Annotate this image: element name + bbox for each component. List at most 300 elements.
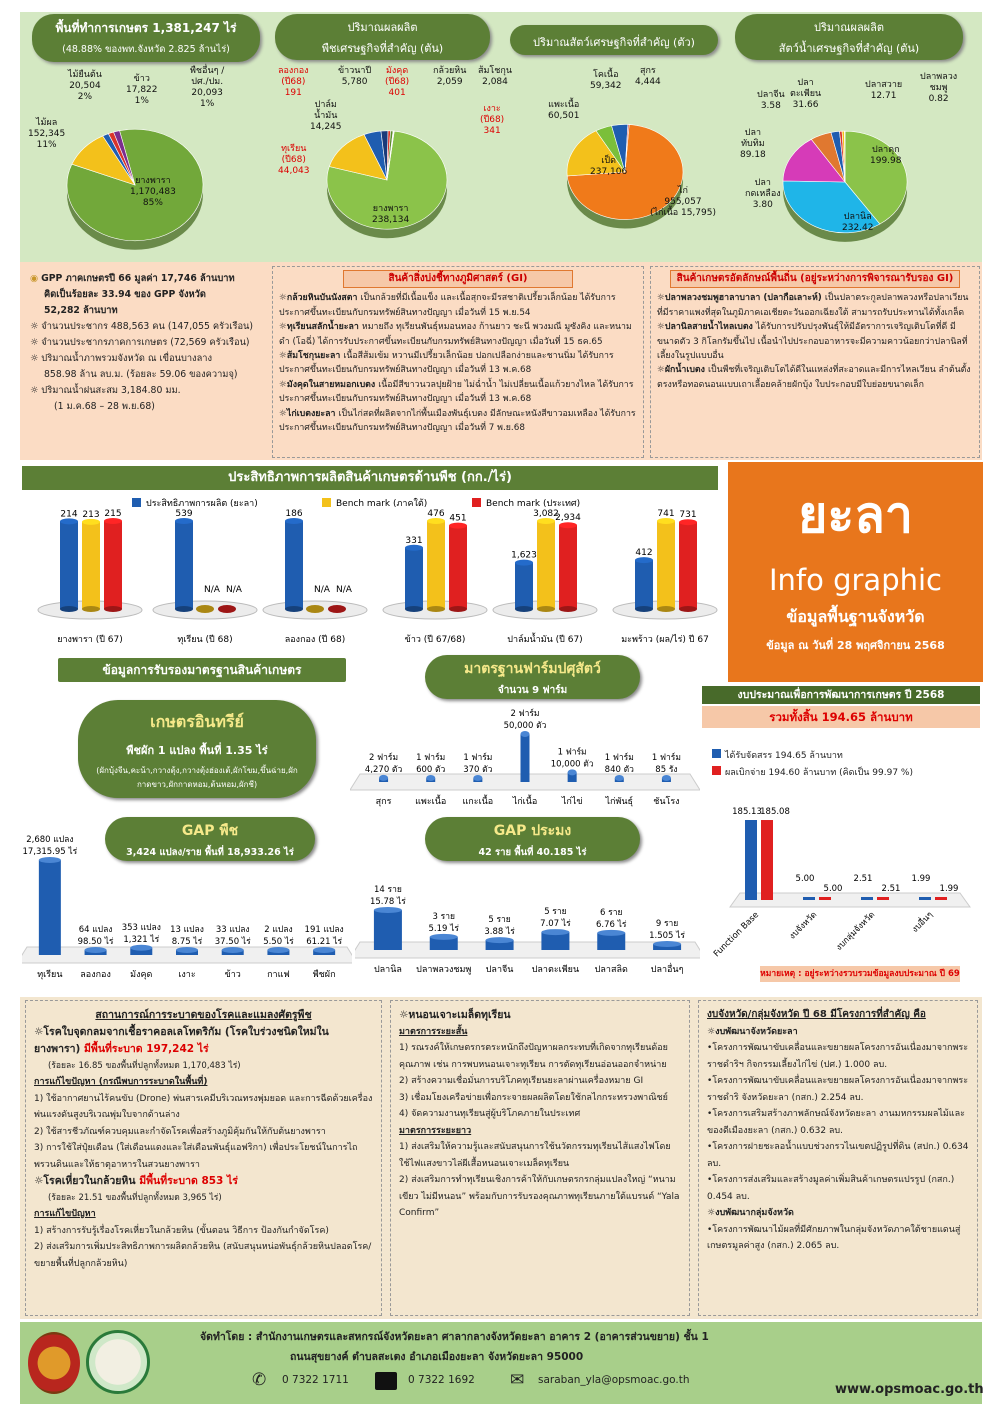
disease-fix1: การแก้ไขปัญหา (กรณีพบการระบาดในพื้นที่): [34, 1077, 208, 1087]
farm-label-3-0: 2 ฟาร์ม: [510, 709, 540, 719]
gi-item-title-2: ส้มโชกุนยะลา: [286, 351, 344, 362]
gi-item-text-3: เนื้อมีสีขาวนวลปุยฝ้าย ไม่ฉ่ำน้ำ ไม่เปลี่ยนเนื้อแก้วยางไหล ได้รับการประกาศขึ้นทะเบียนกับกรมทรัพย์สินทางปัญญา เมื่อวันที่ 13 พ.ค.68: [279, 379, 634, 405]
project-3: •โครงการเสริมสร้างภาพลักษณ์จังหวัดยะลา งานมหกรรมผลไม้และของดีเมืองยะลา (กสก.) 0.632 ลบ.: [707, 1109, 965, 1136]
email-icon: ✉: [510, 1370, 525, 1390]
crop-label-5: ปาล์ม น้ำมัน 14,245: [310, 100, 342, 132]
projects-h2: ☼งบพัฒนากลุ่มจังหวัด: [707, 1208, 794, 1218]
gapf-category-5: ปลาอื่นๆ: [650, 965, 684, 975]
budget-note-box: [760, 966, 960, 982]
eff-bar-1-0: [175, 521, 193, 609]
borer-a3: 3) เชื่อมโยงเครือข่ายเพื่อกระจายผลผลิตโดยใช้กลไกกระทรวงพาณิชย์: [399, 1092, 668, 1103]
crop-title-2: พืชเศรษฐกิจที่สำคัญ (ตัน): [321, 42, 444, 55]
gi-item-3: ☼มังคุดในสายหมอกเบตง เนื้อมีสีขาวนวลปุยฝ้าย ไม่ฉ่ำน้ำ ไม่เปลี่ยนเนื้อแก้วยางไหล ได้รับการประกาศขึ้นทะเบียนกับกรมทรัพย์สินทางปัญญา เมื่อวันที่ 13 พ.ค.68: [279, 379, 634, 405]
farm-label-0-1: 4,270 ตัว: [364, 764, 403, 775]
farm-bar-cap-2: [473, 775, 482, 781]
eff-bar-base-2-0: [285, 606, 303, 612]
farm-category-4: ไก่ไข่: [561, 797, 583, 807]
basic-info-title: ข้อมูลพื้นฐานจังหวัด: [786, 607, 925, 626]
gap-bar-cap-3: [176, 947, 198, 953]
data-date: ข้อมูล ณ วันที่ 28 พฤศจิกายน 2568: [766, 639, 945, 652]
budget-bar-1-0: [803, 897, 815, 900]
eff-value-5-0: 412: [635, 548, 653, 559]
gapf-category-1: ปลาพลวงชมพู: [416, 965, 472, 975]
eff-legend-label-0: ประสิทธิภาพการผลิต (ยะลา): [146, 499, 258, 509]
eff-bar-5-0: [635, 560, 653, 609]
disease-panel: [25, 1000, 382, 1316]
budget-category-0: Function Base: [711, 910, 762, 960]
farm-bar-cap-1: [426, 775, 435, 781]
crop-title-1: ปริมาณผลผลิต: [347, 21, 418, 34]
population: ☼ จำนวนประชากร 488,563 คน (147,055 ครัวเรือน): [30, 321, 254, 332]
gap-label-0-0: 2,680 แปลง: [26, 835, 74, 845]
organic-title: เกษตรอินทรีย์: [150, 712, 244, 731]
fish-label-3: ปลาพลวง ชมพู 0.82: [920, 72, 958, 104]
budget-category-3: งบอื่นๆ: [910, 910, 936, 935]
fish-title-1: ปริมาณผลผลิต: [813, 21, 885, 34]
eff-legend-label-2: Bench mark (ประเทศ): [486, 499, 581, 509]
eff-title-bar: [22, 466, 718, 490]
gapf-bar-cap-1: [430, 934, 458, 940]
gap-bar-cap-4: [222, 947, 244, 953]
gi-title: สินค้าสิ่งบ่งชี้ทางภูมิศาสตร์ (GI): [343, 270, 573, 288]
budget-bar-3-1: [935, 897, 947, 900]
eff-value-3-2: 451: [449, 513, 467, 524]
gap-sub: 3,424 แปลง/ราย พื้นที่ 18,933.26 ไร่: [126, 847, 294, 858]
budget-value-3-0: 1.99: [911, 874, 931, 884]
projects-panel: [698, 1000, 978, 1316]
gap-category-0: ทุเรียน: [37, 970, 63, 980]
eff-bar-base-5-0: [635, 606, 653, 612]
gap-title: GAP พืช: [181, 823, 239, 839]
gapf-bar-0: [374, 910, 402, 950]
gap-bar-cap-5: [267, 947, 289, 953]
farm-bar-cap-0: [379, 775, 388, 781]
gi-item-4: ☼ไก่เบตงยะลา เป็นไก่สดที่ผลิตจากไก่พื้นเมืองพันธุ์เบตง มีลักษณะหนังสีขาวอมเหลือง ได้รับการประกาศขึ้นทะเบียนกับกรมทรัพย์สินทางปัญญา เมื่อวันที่ 7 พ.ย.68: [279, 408, 636, 434]
gapf-label-1-0: 3 ราย: [432, 911, 455, 922]
disease-g1: 1) สร้างการรับรู้เรื่องโรคเหี่ยวในกล้วยหิน (ขั้นตอน วิธีการ ป้องกันกำจัดโรค): [34, 1225, 329, 1236]
gap-label-4-1: 37.50 ไร่: [214, 937, 251, 947]
gi-item-title-4: ไก่เบตงยะลา: [286, 408, 339, 419]
gi-items: [279, 291, 637, 435]
project-4: •โครงการฝายชะลอน้ำแบบช่วงกรวไนเขตปฏิรูปที่ดิน (สปก.) 0.634 ลบ.: [707, 1142, 969, 1169]
farm-bar-cap-4: [568, 769, 577, 775]
gapf-sub: 42 ราย พื้นที่ 40.185 ไร่: [478, 847, 587, 858]
borer-a2: 2) สร้างความเชื่อมั่นการบริโภคทุเรียนยะลาผ่านเครื่องหมาย GI: [399, 1076, 644, 1086]
gapf-label-2-1: 3.88 ไร่: [484, 927, 515, 938]
eff-chart: [22, 492, 722, 657]
farm-title: มาตรฐานฟาร์มปศุสัตว์: [464, 661, 601, 677]
eff-value-0-2: 215: [104, 509, 122, 519]
budget-value-2-0: 2.51: [853, 874, 873, 884]
disease-h2: ☼โรคเหี่ยวในกล้วยหิน มีพื้นที่ระบาด 853 ไร่: [34, 1175, 238, 1187]
fish-label-0: ปลาจีน 3.58: [757, 90, 785, 111]
projects-h1: ☼งบพัฒนาจังหวัดยะลา: [707, 1026, 798, 1037]
farm-label-1-0: 1 ฟาร์ม: [416, 753, 446, 763]
fish-label-4: ปลา ทับทิม 89.18: [740, 128, 766, 160]
gapf-label-4-1: 6.76 ไร่: [596, 919, 627, 930]
gap-label-2-0: 353 แปลง: [121, 922, 161, 933]
farm-label-4-1: 10,000 ตัว: [550, 759, 594, 770]
gap-label-6-0: 191 แปลง: [304, 925, 344, 935]
farm-chart: [350, 700, 700, 820]
eff-bar-base-5-2: [679, 606, 697, 612]
gapf-label-2-0: 5 ราย: [488, 915, 511, 926]
eff-value-2-1: N/A: [314, 585, 330, 595]
local-item-title-2: ผักน้ำเบตง: [664, 365, 708, 376]
area-label-4: ยางพารา 1,170,483 85%: [130, 176, 176, 208]
footer-fax: 0 7322 1692: [408, 1374, 475, 1386]
livestock-label-2: แพะเนื้อ 60,501: [548, 100, 580, 121]
gpp-line3: 52,282 ล้านบาท: [44, 305, 118, 316]
project-6: •โครงการพัฒนาไม้ผลที่มีศักยภาพในกลุ่มจังหวัดภาคใต้ชายแดนสู่เกษตรมูลค่าสูง (กสก.) 2.065 ลบ.: [707, 1224, 961, 1251]
budget-bar-1-1: [819, 897, 831, 900]
farm-label-5-0: 1 ฟาร์ม: [604, 753, 634, 763]
gapf-label-4-0: 6 ราย: [600, 907, 623, 918]
eff-value-2-0: 186: [285, 509, 303, 519]
budget-value-0-1: 185.08: [760, 807, 790, 818]
disease-s2: (ร้อยละ 21.51 ของพื้นที่ปลูกทั้งหมด 3,965 ไร่): [48, 1192, 222, 1203]
gap-category-2: มังคุด: [130, 970, 153, 980]
livestock-label-4: ไก่ 955,057 (ไก่เนื้อ 15,795): [650, 186, 716, 218]
budget-bar-0-1: [761, 820, 773, 900]
crop-label-3: กล้วยหิน 2,059: [433, 66, 467, 87]
budget-value-3-1: 1.99: [939, 884, 959, 894]
eff-value-1-2: N/A: [226, 585, 242, 595]
farm-label-5-1: 840 ตัว: [604, 765, 634, 775]
borer-short: มาตรการระยะสั้น: [399, 1026, 468, 1037]
eff-legend-swatch-0: [132, 498, 141, 507]
gap-category-4: ข้าว: [224, 970, 241, 980]
eff-value-2-2: N/A: [336, 585, 352, 595]
eff-bar-base-3-1: [427, 606, 445, 612]
budget-bar-0-0: [745, 820, 757, 900]
area-label-2: พืชอื่นๆ / ปศ./ปม. 20,093 1%: [190, 66, 225, 109]
eff-value-1-0: 539: [175, 509, 193, 519]
gapf-label-0-1: 15.78 ไร่: [369, 897, 406, 907]
farm-title-pill: [425, 655, 640, 699]
eff-bar-3-2: [449, 526, 467, 609]
eff-bar-5-1: [657, 521, 675, 609]
coin-icon: ◉: [30, 273, 39, 284]
eff-bar-0-1: [82, 522, 100, 609]
farm-label-0-0: 2 ฟาร์ม: [369, 752, 399, 763]
gap-label-5-0: 2 แปลง: [264, 925, 293, 935]
gap-label-2-1: 1,321 ไร่: [123, 934, 160, 945]
disease-title: สถานการณ์การระบาดของโรคและแมลงศัตรูพืช: [95, 1009, 312, 1021]
farm-bar-cap-6: [662, 775, 671, 781]
budget-value-2-1: 2.51: [881, 884, 901, 894]
footer-email[interactable]: saraban_yla@opsmoac.go.th: [538, 1374, 690, 1386]
gapf-floor: [355, 942, 700, 958]
cert-title: ข้อมูลการรับรองมาตรฐานสินค้าเกษตร: [102, 663, 302, 677]
crop-label-7: ทุเรียน (ปี68) 44,043: [278, 144, 310, 176]
eff-bar-base-3-0: [405, 606, 423, 612]
eff-category-2: ลองกอง (ปี 68): [284, 635, 346, 645]
area-label-0: ไม้ยืนต้น 20,504 2%: [68, 70, 102, 102]
eff-bar-base-4-0: [515, 606, 533, 612]
gapf-title-pill: [425, 817, 640, 861]
cert-title-bar: [58, 658, 346, 682]
eff-bar-base-0-0: [60, 606, 78, 612]
gapf-label-3-0: 5 ราย: [544, 907, 567, 918]
farm-label-3-1: 50,000 ตัว: [503, 721, 547, 731]
gapf-bar-cap-0: [374, 907, 402, 913]
eff-bar-base-4-2: [559, 606, 577, 612]
gap-label-6-1: 61.21 ไร่: [306, 937, 343, 947]
gi-item-title-3: มังคุดในสายหมอกเบตง: [286, 379, 379, 390]
disease-h1: ☼โรคใบจุดกลมจากเชื้อราคอลเลโทตริกัม (โรคใบร่วงชนิดใหม่ในยางพารา) มีพื้นที่ระบาด 197,242 ไร่: [34, 1025, 329, 1055]
farm-category-6: ชันโรง: [653, 797, 680, 807]
ministry-logo-1: [28, 1332, 80, 1394]
gpp-line1: ◉ GPP ภาคเกษตรปี 66 มูลค่า 17,746 ล้านบาท: [30, 273, 235, 284]
eff-value-5-2: 731: [679, 510, 697, 521]
budget-bar-3-0: [919, 897, 931, 900]
eff-value-4-0: 1,623: [511, 550, 537, 561]
budget-category-2: งบกลุ่มจังหวัด: [834, 910, 878, 953]
rainfall-2: (1 ม.ค.68 – 28 พ.ย.68): [54, 401, 155, 412]
agri-population: ☼ จำนวนประชากรภาคการเกษตร (72,569 ครัวเรือน): [30, 337, 250, 348]
gapf-chart: [355, 870, 700, 990]
crop-label-6: เงาะ (ปี68) 341: [480, 104, 505, 136]
gapf-title: GAP ประมง: [493, 823, 572, 839]
footer-line1: จัดทำโดย : สำนักงานเกษตรและสหกรณ์จังหวัดยะลา ศาลากลางจังหวัดยะลา อาคาร 2 (อาคารส่วนขยาย) ชั้น 1: [200, 1331, 709, 1343]
eff-bar-2-0: [285, 521, 303, 609]
budget-title: งบประมาณเพื่อการพัฒนาการเกษตร ปี 2568: [737, 689, 945, 701]
livestock-label-3: เป็ด 237,106: [590, 156, 628, 177]
eff-bar-base-0-1: [82, 606, 100, 612]
gap-bar-0: [39, 860, 61, 955]
eff-category-3: ข้าว (ปี 67/68): [404, 635, 466, 645]
gap-label-3-1: 8.75 ไร่: [171, 937, 203, 947]
gap-category-5: กาแฟ: [267, 970, 290, 980]
eff-value-0-0: 214: [60, 509, 78, 520]
disease-g2: 2) ส่งเสริมการเพิ่มประสิทธิภาพการผลิตกล้วยหิน (สนับสนุนหน่อพันธุ์กล้วยหินปลอดโรค/ขยายพื้นที่ปลูกกล้วยหิน): [34, 1242, 372, 1269]
farm-bar-cap-3: [521, 731, 530, 737]
disease-fix2: การแก้ไขปัญหา: [34, 1209, 96, 1219]
eff-bar-2-2: [328, 605, 346, 613]
disease-f1: 1) ใช้อากาศยานไร้คนขับ (Drone) พ่นสารเคมีบริเวณทรงพุ่มยอด และการฉีดด้วยเครื่องพ่นแรงดันสูงบริเวณพุ่มใบจากด้านล่าง: [34, 1093, 373, 1120]
eff-bar-base-0-2: [104, 606, 122, 612]
budget-bar-2-1: [877, 897, 889, 900]
gapf-label-0-0: 14 ราย: [373, 885, 402, 895]
eff-bar-base-1-0: [175, 606, 193, 612]
gap-bar-cap-0: [39, 857, 61, 863]
farm-sub: จำนวน 9 ฟาร์ม: [497, 685, 568, 696]
gap-label-0-1: 17,315.95 ไร่: [22, 847, 78, 857]
gapf-category-3: ปลาตะเพียน: [531, 965, 580, 975]
eff-value-4-1: 3,082: [533, 509, 559, 519]
gap-label-3-0: 13 แปลง: [170, 925, 204, 935]
budget-legend-1: ได้รับจัดสรร 194.65 ล้านบาท: [712, 748, 913, 765]
farm-category-2: แกะเนื้อ: [462, 797, 494, 807]
gap-bar-cap-6: [313, 947, 335, 953]
budget-title-box: [702, 686, 980, 704]
crop-label-8: ยางพารา 238,134: [372, 204, 410, 225]
budget-value-1-0: 5.00: [795, 874, 815, 884]
borer-long: มาตรการระยะยาว: [399, 1125, 472, 1136]
area-title: พื้นที่ทำการเกษตร 1,381,247 ไร่: [55, 21, 237, 35]
local-title: สินค้าเกษตรอัตลักษณ์พื้นถิ่น (อยู่ระหว่างการพิจารณารับรอง GI): [670, 270, 960, 288]
eff-value-3-1: 476: [427, 509, 445, 519]
eff-bar-1-1: [196, 605, 214, 613]
orange-box: [728, 462, 983, 682]
local-item-2: ☼ผักน้ำเบตง เป็นพืชที่เจริญเติบโตได้ดีในแหล่งที่สะอาดและมีการไหลเวียน ลำต้นตั้งตรงหรือทอดนอนแบบเถาเลื้อยคล้ายผักบุ้ง ใบประกอบมีใบย่อยขนาดเล็ก: [657, 365, 971, 390]
ministry-logo-2: [86, 1330, 150, 1394]
gap-label-1-1: 98.50 ไร่: [77, 937, 114, 947]
budget-value-0-0: 185.13: [732, 807, 762, 817]
local-items: [657, 291, 973, 392]
eff-category-0: ยางพารา (ปี 67): [57, 635, 123, 645]
fish-title-2: สัตว์น้ำเศรษฐกิจที่สำคัญ (ตัน): [778, 42, 920, 55]
project-2: •โครงการพัฒนาขับเคลื่อนและขยายผลโครงการอันเนื่องมาจากพระราชดำริ จังหวัดยะลา (กสก.) 2.254 ลบ.: [707, 1076, 969, 1103]
farm-label-2-0: 1 ฟาร์ม: [463, 753, 493, 763]
gap-bar-cap-2: [130, 945, 152, 951]
gi-item-text-4: เป็นไก่สดที่ผลิตจากไก่พื้นเมืองพันธุ์เบตง มีลักษณะหนังสีขาวอมเหลือง ได้รับการประกาศขึ้นทะเบียนกับกรมทรัพย์สินทางปัญญา เมื่อวันที่ 7 พ.ย.68: [279, 408, 636, 434]
eff-legend-label-1: Bench mark (ภาคใต้): [336, 499, 428, 509]
borer-a1: 1) รณรงค์ให้เกษตรกรตระหนักถึงปัญหาผลกระทบที่เกิดจากทุเรียนด้อยคุณภาพ เช่น การพบหนอนเจาะทุเรียน การตัดทุเรียนอ่อนออกจำหน่าย: [399, 1043, 668, 1070]
gapf-bar-cap-2: [486, 937, 514, 943]
organic-pill: [78, 700, 316, 798]
phone-icon: ✆: [252, 1370, 267, 1390]
area-label-1: ข้าว 17,822 1%: [126, 74, 158, 106]
organic-desc: (ผักบุ้งจีน,คะน้า,กวางตุ้ง,กวางตุ้งฮ่องเต้,ผักโขม,ขึ้นฉ่าย,ผักกาดขาว,ผักกาดหอม,ต้นหอม,ผักชี): [96, 766, 298, 789]
farm-category-0: สุกร: [375, 797, 392, 807]
local-item-0: ☼ปลาพลวงชมพูฮาลาบาลา (ปลากือเลาะห์) เป็นปลาตระกูลปลาพลวงหรือปลาเวียน ที่มีราคาแพงที่สุดในภูมิภาคเอเชียตะวันออกเฉียงใต้ สามารถรับประทานได้ทั้งเกล็ด: [657, 293, 969, 318]
fax-icon: [375, 1372, 397, 1390]
eff-bar-base-3-2: [449, 606, 467, 612]
budget-bar-2-0: [861, 897, 873, 900]
eff-value-0-1: 213: [82, 509, 100, 520]
fish-label-5: ปลาดุก 199.98: [870, 145, 902, 166]
eff-bar-0-0: [60, 521, 78, 609]
area-label-3: ไม้ผล 152,345 11%: [28, 118, 66, 150]
local-item-text-0: เป็นปลาตระกูลปลาพลวงหรือปลาเวียน ที่มีราคาแพงที่สุดในภูมิภาคเอเชียตะวันออกเฉียงใต้ สามารถรับประทานได้ทั้งเกล็ด: [657, 293, 969, 318]
gi-item-2: ☼ส้มโชกุนยะลา เนื้อสีส้มเข้ม หวานมีเปรี้ยวเล็กน้อย ปอกเปลือกง่ายและชานนิ่ม ได้รับการประกาศขึ้นทะเบียนกับกรมทรัพย์สินทางปัญญา เมื่อวันที่ 13 พ.ค.68: [279, 351, 614, 376]
fish-label-2: ปลาสวาย 12.71: [865, 80, 903, 101]
eff-bar-base-5-1: [657, 606, 675, 612]
local-item-text-2: เป็นพืชที่เจริญเติบโตได้ดีในแหล่งที่สะอาดและมีการไหลเวียน ลำต้นตั้งตรงหรือทอดนอนแบบเถาเลื้อยคล้ายผักบุ้ง ใบประกอบมีใบย่อยขนาดเล็ก: [657, 365, 971, 390]
gapf-label-1-1: 5.19 ไร่: [428, 923, 459, 934]
eff-title: ประสิทธิภาพการผลิตสินค้าเกษตรด้านพืช (กก./ไร่): [228, 470, 512, 485]
borer-title: ☼หนอนเจาะเมล็ดทุเรียน: [399, 1009, 511, 1021]
gapf-bar-cap-4: [597, 930, 625, 936]
footer: [20, 1322, 982, 1404]
crop-label-4: ส้มโชกุน 2,084: [478, 66, 512, 87]
borer-b1: 1) ส่งเสริมให้ความรู้และสนับสนุนการใช้นวัตกรรมทุเรียนไส้แสงไฟโดยใช้ไฟแสงขาวไล่ผีเสื้อหนอนเจาะเมล็ดทุเรียน: [399, 1142, 671, 1169]
project-5: •โครงการส่งเสริมและสร้างมูลค่าเพิ่มสินค้าเกษตรแปรรูป (กสก.) 0.454 ลบ.: [707, 1175, 955, 1202]
farm-label-4-0: 1 ฟาร์ม: [557, 747, 587, 758]
projects-title: งบจังหวัด/กลุ่มจังหวัด ปี 68 มีโครงการที่สำคัญ คือ: [707, 1009, 926, 1020]
local-item-1: ☼ปลานิลสายน้ำไหลเบตง ได้รับการปรับปรุงพันธุ์ให้มีอัตราการเจริญเติบโตที่ดี มีขนาดตัว 3 กิโลกรัมขึ้นไป เนื้อนำไปประกอบอาหารจะมีความคาวน้อยกว่าปลานิลที่เลี้ยงในรูปแบบอื่น: [657, 322, 968, 362]
disease-s1: (ร้อยละ 16.85 ของพื้นที่ปลูกทั้งหมด 1,170,483 ไร่): [48, 1060, 241, 1071]
gi-item-1: ☼ทุเรียนสลักน้ำยะลา หมายถึง ทุเรียนพันธุ์หมอนทอง ก้านยาว ชะนี พวงมณี มูซังคิง และหนามดำ (โอฉี่) ได้การรับประกาศขึ้นทะเบียนกับกรมทรัพย์สินทางปัญญา เมื่อวันที่ 15 ธค.65: [279, 322, 632, 347]
gap-label-4-0: 33 แปลง: [215, 925, 250, 935]
disease-f3: 3) การใช้ใส่ปุ๋ยเดือน (ใส่เดือนแดงและใส่เดือนพันธุ์แอฟริกา) เพื่อประโยชน์ในการไถพรวนดินและให้ธาตุอาหารในสวนยางพารา: [34, 1143, 358, 1170]
gapf-label-5-0: 9 ราย: [655, 919, 679, 929]
gap-category-1: ลองกอง: [80, 970, 111, 980]
gi-item-title-1: ทุเรียนสลักน้ำยะลา: [286, 322, 362, 333]
budget-note: หมายเหตุ : อยู่ระหว่างรวบรวมข้อมูลงบประมาณ ปี 69: [760, 969, 960, 979]
gi-item-text-0: เป็นกล้วยที่มีเนื้อแข็ง และเนื้อสุกจะมีรสชาติเปรี้ยวเล็กน้อย ได้รับการประกาศขึ้นทะเบียนกับกรมทรัพย์สินทางปัญญา เมื่อวันที่ 15 พ.ย.54: [279, 293, 616, 318]
farm-category-5: ไก่พันธุ์: [605, 797, 634, 807]
eff-bar-0-2: [104, 521, 122, 609]
eff-value-3-0: 331: [405, 535, 423, 546]
budget-legend-2: ผลเบิกจ่าย 194.60 ล้านบาท (คิดเป็น 99.97 %): [712, 765, 913, 782]
gpp-panel: [22, 265, 268, 455]
eff-category-1: ทุเรียน (ปี 68): [177, 635, 233, 645]
eff-bar-base-4-1: [537, 606, 555, 612]
gapf-bar-cap-5: [653, 941, 681, 947]
budget-total-box: [702, 706, 980, 728]
water-volume: ☼ ปริมาณน้ำภาพรวมจังหวัด ณ เขื่อนบางลาง: [30, 353, 213, 364]
eff-category-4: ปาล์มน้ำมัน (ปี 67): [507, 635, 583, 645]
eff-bar-2-1: [306, 605, 324, 613]
farm-label-6-1: 85 รัง: [655, 765, 678, 775]
gapf-bar-cap-3: [541, 929, 569, 935]
farm-bar-cap-5: [615, 775, 624, 781]
eff-bar-4-2: [559, 525, 577, 609]
budget-chart: [700, 795, 980, 960]
eff-value-5-1: 741: [657, 509, 675, 519]
farm-category-1: แพะเนื้อ: [415, 797, 447, 807]
local-item-title-1: ปลานิลสายน้ำไหลเบตง: [664, 322, 756, 333]
project-1: •โครงการพัฒนาขับเคลื่อนและขยายผลโครงการอันเนื่องมาจากพระราชดำริฯ กิจกรรมเลี้ยงไก่ไข่ (ปศ.) 1.000 ลบ.: [707, 1043, 969, 1070]
budget-legend: [712, 748, 913, 782]
budget-value-1-1: 5.00: [823, 884, 843, 894]
gapf-label-5-1: 1.505 ไร่: [649, 931, 686, 941]
eff-legend-swatch-1: [322, 498, 331, 507]
gi-panel: [272, 266, 644, 458]
gapf-category-4: ปลาสลิด: [594, 965, 628, 975]
gi-item-title-0: กล้วยหินบันนังสตา: [286, 293, 361, 304]
area-subtitle: (48.88% ของพท.จังหวัด 2.825 ล้านไร่): [62, 44, 230, 55]
livestock-label-1: สุกร 4,444: [635, 66, 661, 87]
budget-total: รวมทั้งสิ้น 194.65 ล้านบาท: [769, 710, 913, 724]
eff-bar-4-0: [515, 563, 533, 609]
info-graphic-title: Info graphic: [769, 563, 942, 597]
gap-chart: [22, 825, 352, 990]
gpp-line2: คิดเป็นร้อยละ 33.94 ของ GPP จังหวัด: [44, 289, 206, 300]
farm-category-3: ไก่เนื้อ: [512, 797, 538, 807]
eff-bar-4-1: [537, 521, 555, 609]
gapf-category-2: ปลาจีน: [485, 965, 514, 975]
organic-sub: พืชผัก 1 แปลง พื้นที่ 1.35 ไร่: [126, 744, 268, 757]
footer-web[interactable]: www.opsmoac.go.th: [835, 1382, 984, 1397]
footer-line2: ถนนสุขยางค์ ตำบลสะเตง อำเภอเมืองยะลา จังหวัดยะลา 95000: [290, 1351, 584, 1363]
rainfall: ☼ ปริมาณน้ำฝนสะสม 3,184.80 มม.: [30, 385, 181, 396]
gap-bar-cap-1: [85, 947, 107, 953]
eff-value-4-2: 2,934: [555, 513, 581, 524]
water-volume-2: 858.98 ล้าน ลบ.ม. (ร้อยละ 59.06 ของความจุ): [44, 369, 238, 380]
eff-value-1-1: N/A: [204, 585, 220, 595]
eff-bar-3-0: [405, 548, 423, 609]
gi-item-text-1: หมายถึง ทุเรียนพันธุ์หมอนทอง ก้านยาว ชะนี พวงมณี มูซังคิง และหนามดำ (โอฉี่) ได้การรับประกาศขึ้นทะเบียนกับกรมทรัพย์สินทางปัญญา เมื่อวันที่ 15 ธค.65: [279, 322, 632, 347]
borer-a4: 4) จัดความงานทุเรียนสู่ผู้บริโภคภายในประเทศ: [399, 1109, 581, 1119]
footer-tel: 0 7322 1711: [282, 1374, 349, 1386]
eff-category-5: มะพร้าว (ผล/ไร่) ปี 67: [621, 635, 709, 645]
borer-panel: [390, 1000, 690, 1316]
farm-label-2-1: 370 ตัว: [463, 765, 493, 775]
livestock-title: ปริมาณสัตว์เศรษฐกิจที่สำคัญ (ตัว): [533, 36, 695, 49]
province-name: ยะลา: [798, 486, 913, 544]
fish-label-7: ปลานิล 232.42: [842, 212, 874, 233]
local-panel: [650, 266, 980, 458]
gi-item-0: ☼กล้วยหินบันนังสตา เป็นกล้วยที่มีเนื้อแข็ง และเนื้อสุกจะมีรสชาติเปรี้ยวเล็กน้อย ได้รับการประกาศขึ้นทะเบียนกับกรมทรัพย์สินทางปัญญา เมื่อวันที่ 15 พ.ย.54: [279, 293, 616, 318]
crop-label-1: ข้าวนาปี 5,780: [338, 66, 372, 87]
farm-bar-3: [521, 734, 530, 782]
crop-label-2: มังคุด (ปี68) 401: [385, 66, 410, 98]
budget-category-1: งบจังหวัด: [787, 910, 820, 942]
